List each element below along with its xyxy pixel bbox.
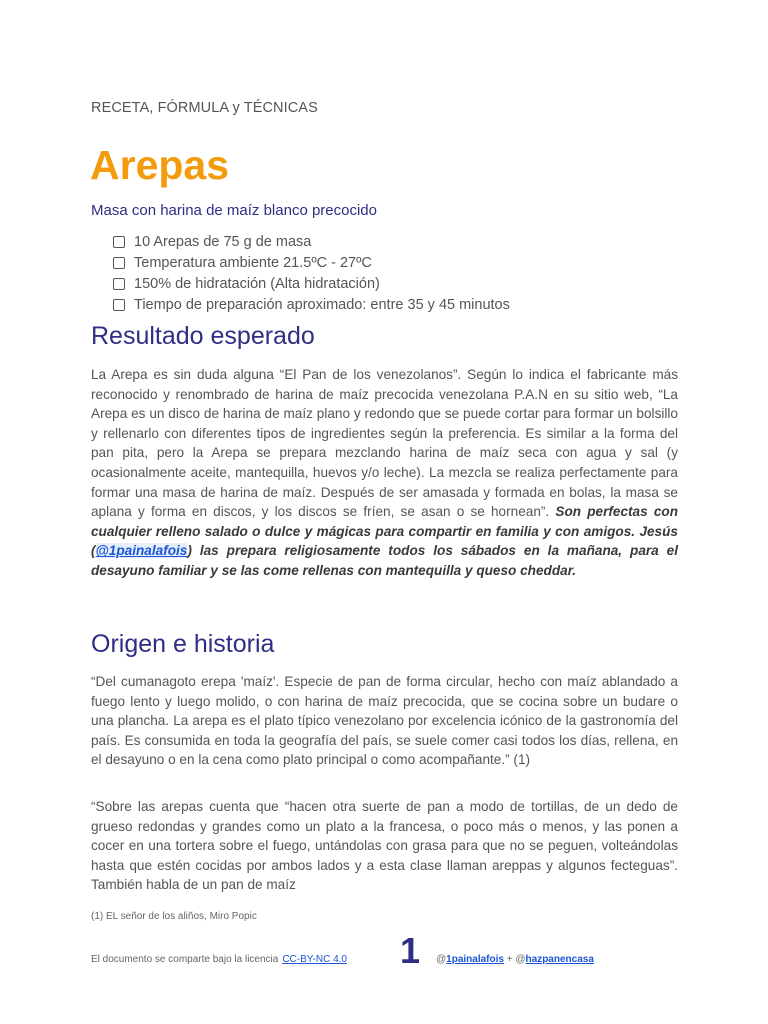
origin-paragraph-1: “Del cumanagoto erepa 'maíz'. Especie de pan de forma circular, hecho con maíz ablandado a fuego lento y luego molido, o con harina de maíz precocida, que se cocina sobre un budare o una plancha. La arepa es el plato típico venezolano por excelencia icónico de la gastronomía del país. Es consumida en toda la geografía del país, se suele comer casi todos los días, rellena, en el desayuno o en la cena como plato principal o como acompañante.” (1) [91,674,678,768]
result-heading: Resultado esperado [91,322,315,350]
origin-heading: Origen e historia [91,630,275,658]
checklist-item-label: 10 Arepas de 75 g de masa [134,233,312,250]
checklist-item [113,294,510,315]
checklist-item [113,252,510,273]
checkbox-icon[interactable] [113,257,125,269]
spec-checklist [113,231,510,315]
checkbox-icon[interactable] [113,278,125,290]
section-kicker: RECETA, FÓRMULA y TÉCNICAS [91,100,318,116]
checklist-item-label: 150% de hidratación (Alta hidratación) [134,275,380,292]
checklist-item-label: Temperatura ambiente 21.5ºC - 27ºC [134,254,372,271]
page-subtitle: Masa con harina de maíz blanco precocido [91,202,377,219]
license-note [91,954,347,965]
result-paragraph [91,365,678,581]
checklist-item [113,273,510,294]
footer-handles [436,954,594,965]
checklist-item-label: Tiempo de preparación aproximado: entre 35 y 45 minutos [134,296,510,313]
instagram-handle-link[interactable]: @1painalafois [95,543,188,559]
footnote: (1) EL señor de los aliños, Miro Popic [91,911,257,922]
license-link[interactable]: CC-BY-NC 4.0 [282,954,347,965]
result-highlight-end: ) las prepara religiosamente todos los sábados en la mañana, para el desayuno familiar y se las come rellenas con mantequilla y queso cheddar. [91,543,678,578]
plus-separator: + @ [503,954,526,965]
origin-paragraph-2: “Sobre las arepas cuenta que “hacen otra suerte de pan a modo de tortillas, de un dedo de grueso redondas y grandes como un plato a la francesa, o poco más o menos, y las ponen a cocer en una tortera sobre el fuego, untándolas con grasa para que no se peguen, volteándolas hasta que estén cocidas por ambos lados y a esta clase llaman areppas y algunos fecteguas”. También habla de un pan de maíz [91,799,678,893]
result-highlight: Son perfectas con cualquier relleno salado o dulce y mágicas para compartir en familia y con amigos. Jesús ( [91,504,679,559]
at-sign: @ [436,954,447,965]
result-text: La Arepa es sin duda alguna “El Pan de los venezolanos”. Según lo indica el fabricante más reconocido y renombrado de harina de maíz precocida venezolana P.A.N en su sitio web, “La Arepa es un disco de harina de maíz plano y redondo que se puede cortar para formar un bolsillo y rellenarlo con diferentes tipos de ingredientes según la preferencia. Es similar a la forma del pan pita, pero la Arepa se prepara mezclando harina de maíz seca con agua y sal (y ocasionalmente aceite, mantequilla, huevos y/o leche). La mezcla se realiza perfectamente para formar una masa de harina de maíz. Después de ser amasada y formada en bolas, la masa se aplana y forma en discos, y los discos se fríen, se asan o se hornean”. [91,367,678,520]
footer-handle-1-link[interactable]: 1painalafois [446,954,504,965]
checklist-item [113,231,510,252]
checkbox-icon[interactable] [113,299,125,311]
footer-handle-2-link[interactable]: hazpanencasa [525,954,594,965]
page-title: Arepas [90,142,230,188]
checkbox-icon[interactable] [113,236,125,248]
license-text: El documento se comparte bajo la licencia [91,954,279,965]
page-number: 1 [400,930,421,971]
